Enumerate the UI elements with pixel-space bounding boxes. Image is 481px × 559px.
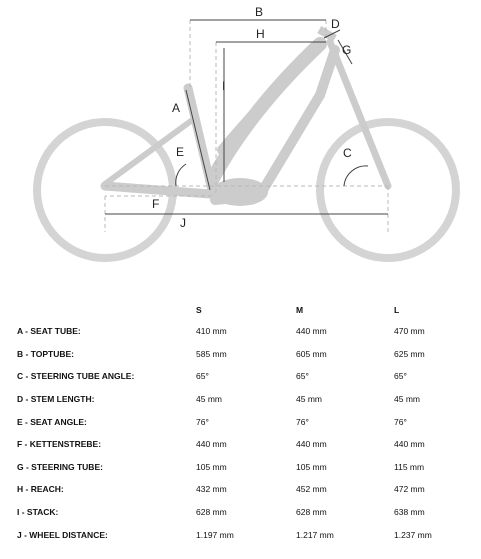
bike-frame	[105, 42, 388, 200]
value-m: 76°	[296, 416, 309, 427]
value-l: 470 mm	[394, 326, 425, 337]
table-row	[0, 501, 481, 524]
table-row	[0, 456, 481, 479]
table-header-blank	[0, 300, 177, 320]
label-c: C	[343, 146, 352, 160]
label-h: H	[256, 27, 265, 41]
size-header-s: S	[196, 305, 202, 315]
value-l: 45 mm	[394, 394, 420, 405]
value-s: 628 mm	[196, 507, 227, 518]
value-s: 432 mm	[196, 484, 227, 495]
row-label: F - KETTENSTREBE:	[17, 439, 102, 450]
label-b: B	[255, 5, 264, 19]
row-label: C - STEERING TUBE ANGLE:	[17, 371, 135, 382]
motor-housing	[212, 178, 268, 206]
label-a: A	[172, 101, 181, 115]
row-label: A - SEAT TUBE:	[17, 326, 81, 337]
table-row	[0, 433, 481, 456]
value-l: 115 mm	[394, 461, 425, 472]
value-m: 440 mm	[296, 439, 327, 450]
value-m: 452 mm	[296, 484, 327, 495]
value-m: 605 mm	[296, 348, 327, 359]
value-s: 410 mm	[196, 326, 227, 337]
table-header-row	[0, 300, 481, 320]
value-s: 45 mm	[196, 394, 222, 405]
table-row	[0, 320, 481, 343]
size-header-m: M	[296, 305, 304, 315]
label-j: J	[180, 216, 186, 230]
row-label: H - REACH:	[17, 484, 64, 495]
value-l: 65°	[394, 371, 407, 382]
value-s: 76°	[196, 416, 209, 427]
value-m: 1.217 mm	[296, 529, 334, 540]
label-f: F	[152, 197, 160, 211]
value-s: 1.197 mm	[196, 529, 234, 540]
value-l: 1.237 mm	[394, 529, 432, 540]
label-d: D	[331, 17, 340, 31]
row-label: J - WHEEL DISTANCE:	[17, 529, 108, 540]
value-m: 105 mm	[296, 461, 327, 472]
value-l: 440 mm	[394, 439, 425, 450]
table-row	[0, 365, 481, 388]
row-label: B - TOPTUBE:	[17, 348, 74, 359]
table-row	[0, 388, 481, 411]
table-row	[0, 410, 481, 433]
value-s: 105 mm	[196, 461, 227, 472]
geometry-table	[0, 300, 481, 546]
table-row	[0, 343, 481, 366]
value-s: 585 mm	[196, 348, 227, 359]
value-l: 638 mm	[394, 507, 425, 518]
row-label: G - STEERING TUBE:	[17, 461, 103, 472]
value-l: 625 mm	[394, 348, 425, 359]
size-header-l: L	[394, 305, 400, 315]
value-s: 65°	[196, 371, 209, 382]
row-label: I - STACK:	[17, 507, 59, 518]
value-m: 65°	[296, 371, 309, 382]
row-label: D - STEM LENGTH:	[17, 394, 95, 405]
value-s: 440 mm	[196, 439, 227, 450]
value-m: 440 mm	[296, 326, 327, 337]
label-g: G	[342, 43, 352, 57]
label-e: E	[176, 145, 185, 159]
table-row	[0, 523, 481, 546]
value-l: 472 mm	[394, 484, 425, 495]
value-l: 76°	[394, 416, 407, 427]
value-m: 45 mm	[296, 394, 322, 405]
label-i: I	[222, 79, 226, 93]
table-row	[0, 478, 481, 501]
row-label: E - SEAT ANGLE:	[17, 416, 87, 427]
value-m: 628 mm	[296, 507, 327, 518]
